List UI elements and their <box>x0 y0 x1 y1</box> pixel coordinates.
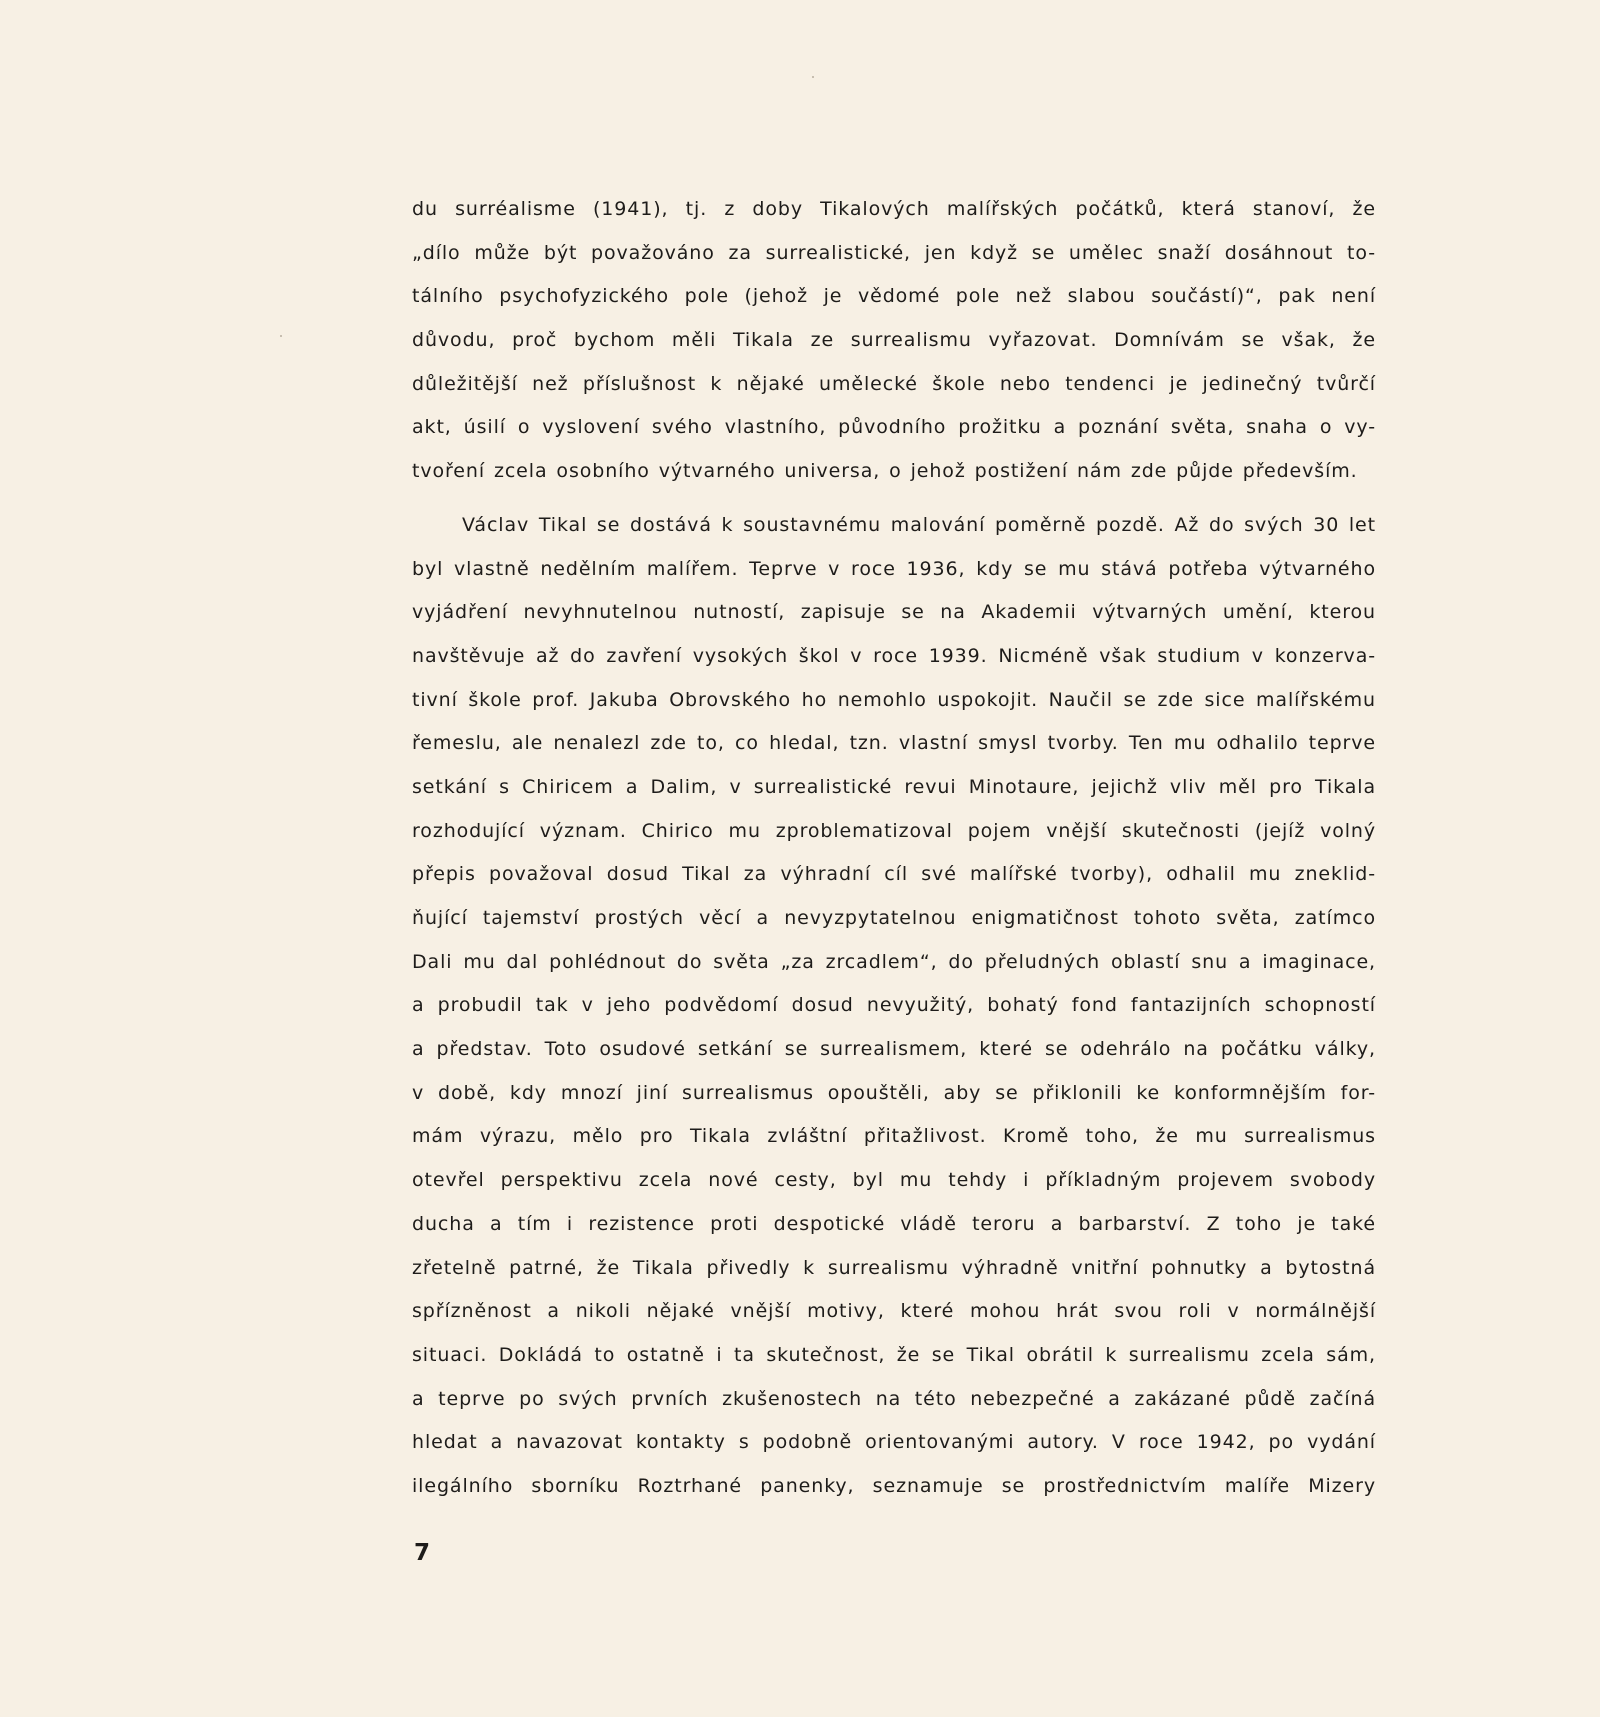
paragraph-2 <box>412 504 1376 1509</box>
paragraph-1 <box>412 188 1376 494</box>
text-line: tvoření zcela osobního výtvarného universa, o jehož postižení nám zde půjde především. <box>412 460 1358 483</box>
text-line: a teprve po svých prvních zkušenostech na této nebezpečné a zakázané půdě začíná <box>412 1387 1376 1410</box>
text-line: důvodu, proč bychom měli Tikala ze surrealismu vyřazovat. Domnívám se však, že <box>412 329 1376 352</box>
paragraph-gap <box>412 494 1376 504</box>
text-line: situaci. Dokládá to ostatně i ta skutečnost, že se Tikal obrátil k surrealismu zcela sám, <box>412 1343 1376 1366</box>
text-line: byl vlastně nedělním malířem. Teprve v roce 1936, kdy se mu stává potřeba výtvarného <box>412 557 1376 580</box>
text-line: du surréalisme (1941), tj. z doby Tikalových malířských počátků, která stanoví, že <box>412 198 1376 220</box>
paper-speck <box>280 335 282 337</box>
text-line: navštěvuje až do zavření vysokých škol v roce 1939. Nicméně však studium v konzerva- <box>412 644 1376 667</box>
text-line: zřetelně patrné, že Tikala přivedly k surrealismu výhradně vnitřní pohnutky a bytostná <box>412 1256 1376 1279</box>
body-text <box>412 188 1376 1509</box>
text-line: a probudil tak v jeho podvědomí dosud nevyužitý, bohatý fond fantazijních schopností <box>412 994 1376 1017</box>
text-line: tivní škole prof. Jakuba Obrovského ho nemohlo uspokojit. Naučil se zde sice malířskému <box>412 688 1376 711</box>
text-line: ducha a tím i rezistence proti despotické vládě teroru a barbarství. Z toho je také <box>412 1212 1376 1235</box>
text-line: rozhodující význam. Chirico mu zproblematizoval pojem vnější skutečnosti (jejíž volný <box>412 819 1376 842</box>
text-line: Václav Tikal se dostává k soustavnému malování poměrně pozdě. Až do svých 30 let <box>462 513 1376 536</box>
text-line: a představ. Toto osudové setkání se surrealismem, které se odehrálo na počátku války, <box>412 1038 1376 1061</box>
text-line: setkání s Chiricem a Dalim, v surrealistické revui Minotaure, jejichž vliv měl pro Tikala <box>412 775 1376 798</box>
text-line: řemeslu, ale nenalezl zde to, co hledal, tzn. vlastní smysl tvorby. Ten mu odhalilo teprve <box>412 732 1376 755</box>
text-line: mám výrazu, mělo pro Tikala zvláštní přitažlivost. Kromě toho, že mu surrealismus <box>412 1125 1376 1148</box>
text-line: hledat a navazovat kontakty s podobně orientovanými autory. V roce 1942, po vydání <box>412 1431 1376 1454</box>
text-line: „dílo může být považováno za surrealistické, jen když se umělec snaží dosáhnout to- <box>412 241 1376 264</box>
text-line: spřízněnost a nikoli nějaké vnější motivy, které mohou hrát svou roli v normálnější <box>412 1300 1376 1323</box>
text-line: vyjádření nevyhnutelnou nutností, zapisuje se na Akademii výtvarných umění, kterou <box>412 601 1376 624</box>
text-line: otevřel perspektivu zcela nové cesty, byl mu tehdy i příkladným projevem svobody <box>412 1169 1376 1192</box>
text-line: přepis považoval dosud Tikal za výhradní cíl své malířské tvorby), odhalil mu zneklid- <box>412 863 1376 886</box>
text-line: tálního psychofyzického pole (jehož je vědomé pole než slabou součástí)“, pak není <box>412 285 1376 308</box>
text-line: ilegálního sborníku Roztrhané panenky, seznamuje se prostřednictvím malíře Mizery <box>412 1474 1376 1497</box>
paper-speck <box>812 76 814 78</box>
text-line: akt, úsilí o vyslovení svého vlastního, původního prožitku a poznání světa, snaha o vy- <box>412 416 1376 439</box>
text-line: v době, kdy mnozí jiní surrealismus opouštěli, aby se přiklonili ke konformnějším for- <box>412 1081 1376 1104</box>
text-line: důležitější než příslušnost k nějaké umělecké škole nebo tendenci je jedinečný tvůrčí <box>412 372 1376 395</box>
page-number: 7 <box>414 1540 431 1566</box>
text-line: Dali mu dal pohlédnout do světa „za zrcadlem“, do přeludných oblastí snu a imaginace, <box>412 950 1376 973</box>
text-line: ňující tajemství prostých věcí a nevyzpytatelnou enigmatičnost tohoto světa, zatímco <box>412 907 1376 929</box>
